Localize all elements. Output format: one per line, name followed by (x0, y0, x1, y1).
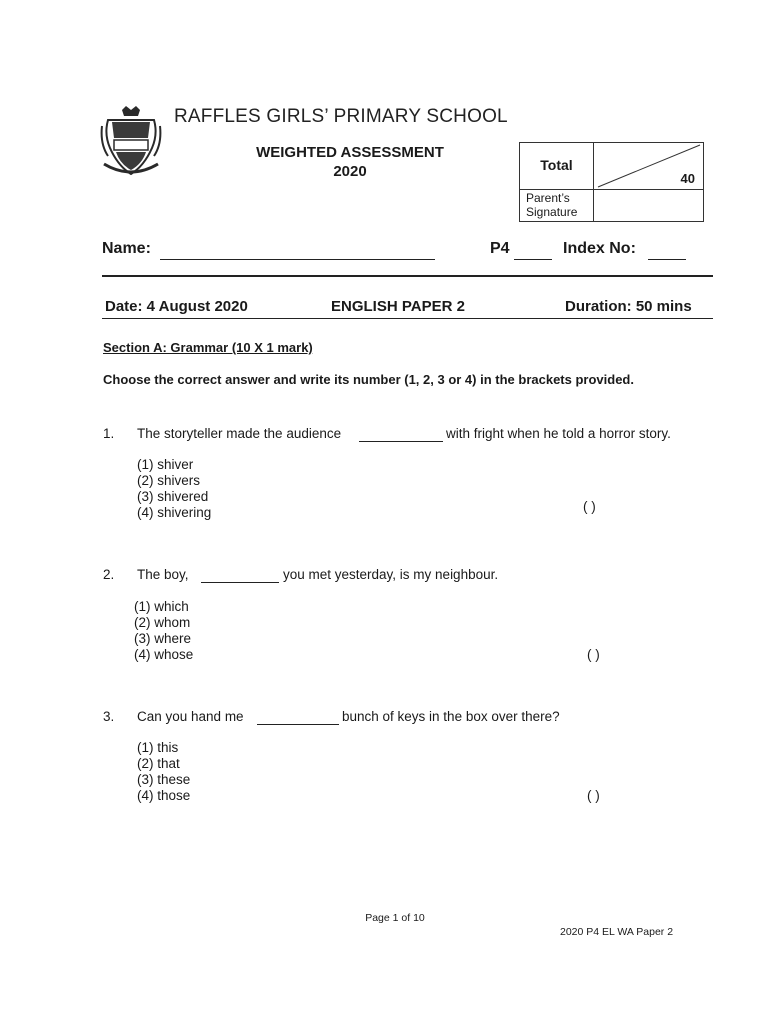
class-field[interactable] (514, 259, 552, 260)
option: (4) shivering (137, 505, 212, 520)
school-crest-logo (100, 104, 162, 178)
parent-signature-field[interactable] (594, 190, 703, 221)
answer-bracket[interactable]: ( ) (587, 788, 600, 803)
index-field[interactable] (648, 259, 686, 260)
question-number: 1. (103, 426, 115, 441)
question-text-after: bunch of keys in the box over there? (342, 709, 560, 724)
question-text-before: The storyteller made the audience (137, 426, 342, 441)
assessment-title: WEIGHTED ASSESSMENT (256, 144, 444, 161)
total-marks: 40 (680, 171, 695, 186)
options-list (134, 599, 193, 663)
option: (4) those (137, 788, 191, 803)
answer-blank[interactable] (257, 724, 339, 725)
paper-code: 2020 P4 EL WA Paper 2 (560, 926, 674, 938)
options-list (137, 457, 211, 521)
question-text-before: Can you hand me (137, 709, 244, 724)
duration-label: Duration: 50 mins (565, 298, 692, 315)
options-list (137, 740, 190, 804)
section-instructions: Choose the correct answer and write its number (1, 2, 3 or 4) in the brackets provided. (103, 372, 634, 387)
question-text-after: with fright when he told a horror story. (446, 426, 671, 441)
page-number: Page 1 of 10 (365, 912, 425, 924)
assessment-heading (200, 143, 500, 181)
question-number: 3. (103, 709, 115, 724)
paper-title: ENGLISH PAPER 2 (331, 298, 465, 315)
paper-info-row (102, 298, 714, 320)
section-title: Section A: Grammar (10 X 1 mark) (103, 340, 313, 355)
divider-line (102, 318, 713, 319)
option: (1) which (134, 599, 189, 614)
option: (2) that (137, 756, 180, 771)
name-field[interactable] (160, 259, 435, 260)
total-label: Total (540, 157, 573, 173)
question-text-before: The boy, (137, 567, 189, 582)
answer-blank[interactable] (359, 441, 443, 442)
class-label: P4 (490, 240, 510, 257)
option: (4) whose (134, 647, 194, 662)
answer-bracket[interactable]: ( ) (587, 647, 600, 662)
option: (2) whom (134, 615, 191, 630)
parent-signature-label: Parent’s Signature (526, 191, 578, 219)
school-name: RAFFLES GIRLS’ PRIMARY SCHOOL (174, 106, 508, 127)
question-1 (103, 426, 703, 526)
option: (1) shiver (137, 457, 194, 472)
date-label: Date: 4 August 2020 (105, 298, 248, 315)
question-2 (103, 567, 703, 667)
question-3 (103, 709, 703, 809)
name-label: Name: (102, 240, 151, 257)
option: (3) shivered (137, 489, 209, 504)
assessment-year: 2020 (333, 163, 367, 180)
option: (2) shivers (137, 473, 201, 488)
option: (3) where (134, 631, 192, 646)
divider-line (102, 275, 713, 277)
answer-blank[interactable] (201, 582, 279, 583)
question-text-after: you met yesterday, is my neighbour. (283, 567, 499, 582)
option: (3) these (137, 772, 191, 787)
student-info-row (102, 240, 714, 264)
option: (1) this (137, 740, 179, 755)
question-number: 2. (103, 567, 115, 582)
index-label: Index No: (563, 240, 636, 257)
score-box (519, 142, 704, 222)
answer-bracket[interactable]: ( ) (583, 499, 596, 514)
